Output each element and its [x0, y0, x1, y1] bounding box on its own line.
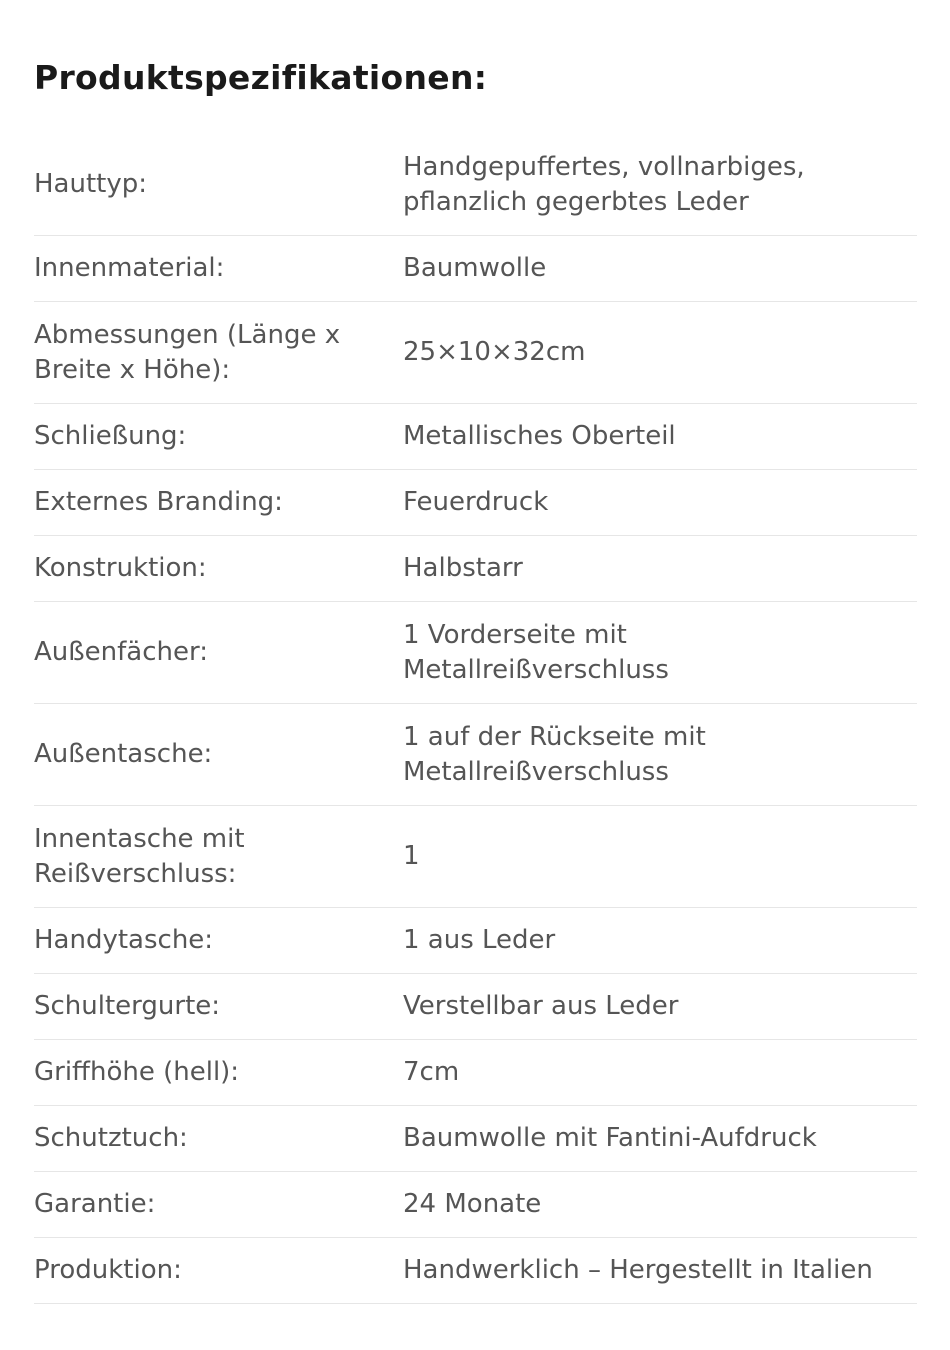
spec-value: 1 auf der Rückseite mit Metallreißverschluss: [403, 721, 706, 787]
spec-row-innenmaterial: [34, 236, 917, 302]
spec-label: Innentasche mit Reißverschluss:: [34, 823, 245, 889]
spec-row-abmessungen: [34, 302, 917, 404]
spec-value: Feuerdruck: [403, 487, 549, 517]
spec-value: 1 Vorderseite mit Metallreißverschluss: [403, 619, 669, 685]
spec-row-produktion: [34, 1238, 917, 1304]
spec-label: Schließung:: [34, 421, 187, 451]
spec-label: Außenfächer:: [34, 637, 208, 667]
spec-value: Handgepuffertes, vollnarbiges, pflanzlich gegerbtes Leder: [403, 151, 805, 217]
spec-label: Griffhöhe (hell):: [34, 1057, 240, 1087]
spec-row-schultergurte: [34, 974, 917, 1040]
spec-value: Metallisches Oberteil: [403, 421, 676, 451]
spec-value: Verstellbar aus Leder: [403, 991, 679, 1021]
page-title: Produktspezifikationen:: [34, 58, 488, 97]
spec-label: Außentasche:: [34, 739, 213, 769]
spec-label: Hauttyp:: [34, 169, 148, 199]
spec-label: Innenmaterial:: [34, 253, 225, 283]
spec-value: Handwerklich – Hergestellt in Italien: [403, 1255, 873, 1285]
spec-row-schutztuch: [34, 1106, 917, 1172]
spec-value: 24 Monate: [403, 1189, 542, 1219]
spec-row-handytasche: [34, 908, 917, 974]
spec-label: Produktion:: [34, 1255, 182, 1285]
spec-row-konstruktion: [34, 536, 917, 602]
spec-row-schliessung: [34, 404, 917, 470]
spec-label: Externes Branding:: [34, 487, 283, 517]
spec-row-aussenfaecher: [34, 602, 917, 704]
spec-label: Handytasche:: [34, 925, 214, 955]
spec-row-hauttyp: [34, 134, 917, 236]
spec-label: Garantie:: [34, 1189, 156, 1219]
spec-value: 1: [403, 841, 420, 871]
spec-row-garantie: [34, 1172, 917, 1238]
spec-value: 7cm: [403, 1057, 460, 1087]
spec-table: [34, 134, 917, 1304]
spec-row-externes-branding: [34, 470, 917, 536]
spec-row-griffhoehe: [34, 1040, 917, 1106]
spec-value: Baumwolle mit Fantini-Aufdruck: [403, 1123, 817, 1153]
spec-label: Schultergurte:: [34, 991, 221, 1021]
spec-row-aussentasche: [34, 704, 917, 806]
spec-value: Baumwolle: [403, 253, 547, 283]
spec-label: Schutztuch:: [34, 1123, 188, 1153]
spec-value: 25×10×32cm: [403, 337, 586, 367]
spec-label: Konstruktion:: [34, 553, 207, 583]
spec-value: Halbstarr: [403, 553, 523, 583]
spec-value: 1 aus Leder: [403, 925, 556, 955]
spec-label: Abmessungen (Länge x Breite x Höhe):: [34, 319, 341, 385]
spec-row-innentasche: [34, 806, 917, 908]
